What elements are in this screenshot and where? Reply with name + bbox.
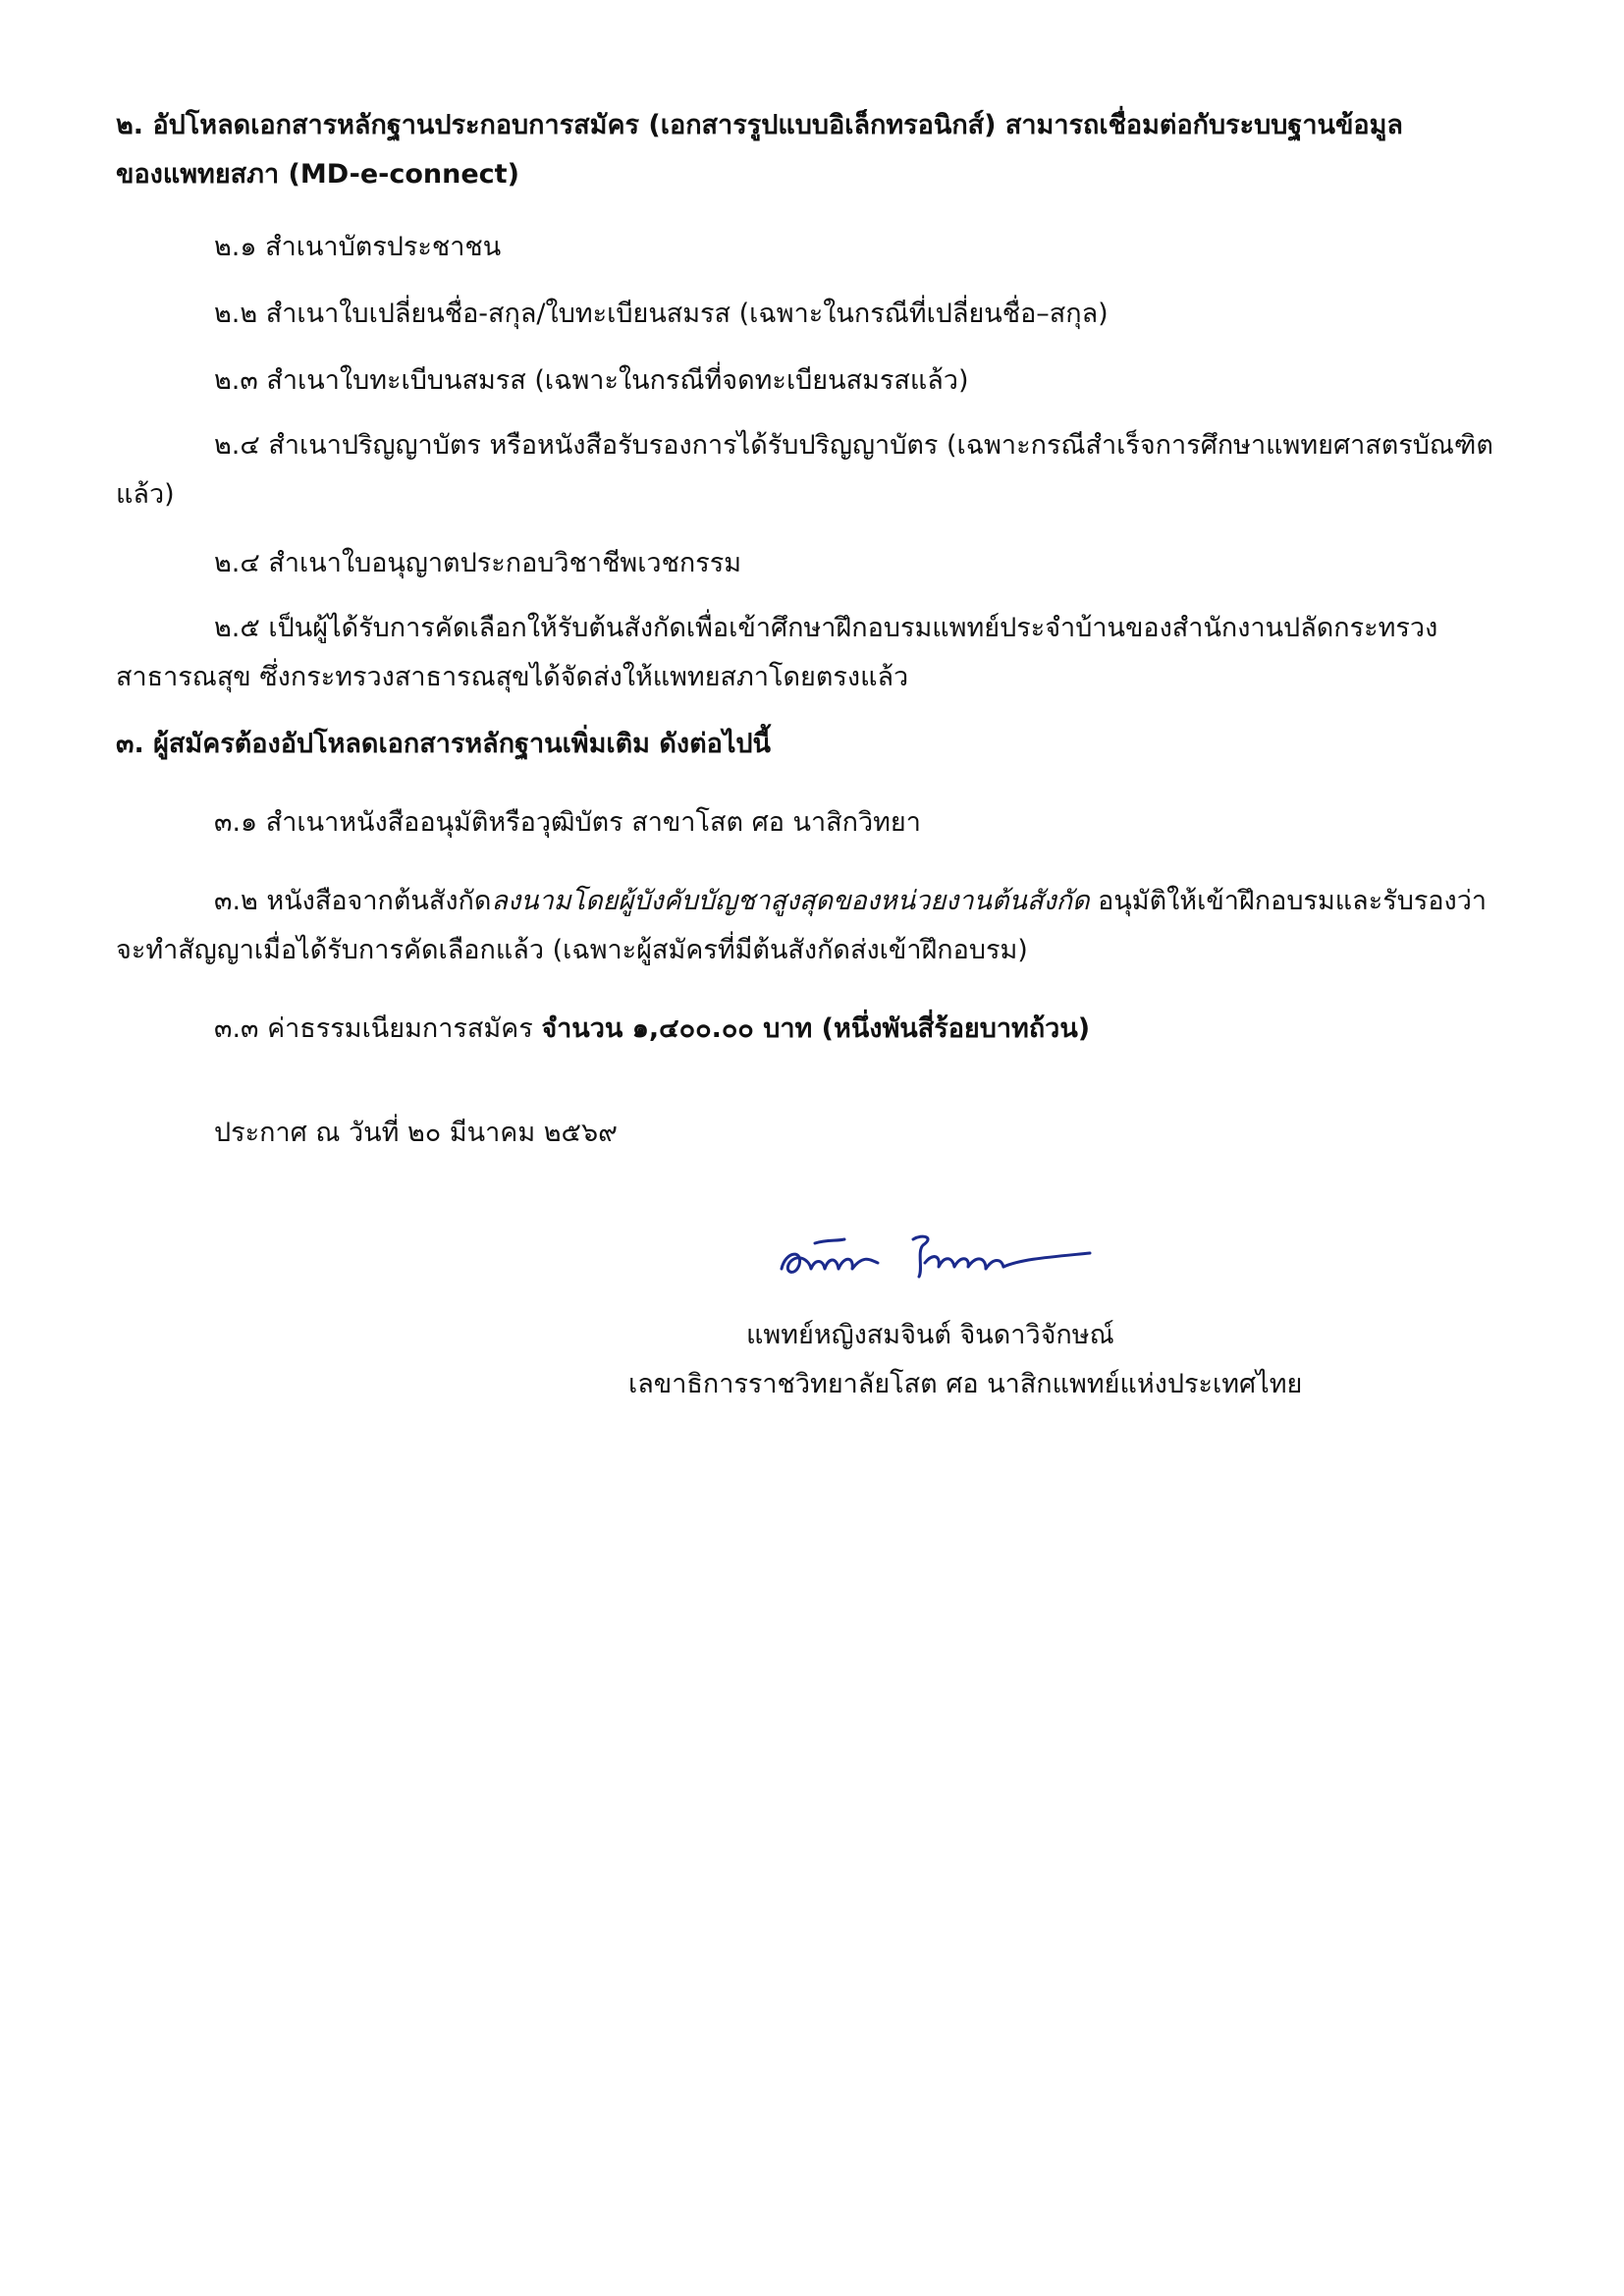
section2-item-4-line2: แล้ว) [116, 479, 175, 510]
section2-item-2: ๒.๒ สำเนาใบเปลี่ยนชื่อ-สกุล/ใบทะเบียนสมรส (เฉพาะในกรณีที่เปลี่ยนชื่อ–สกุล) [214, 299, 1109, 329]
section2-heading-line2: ของแพทยสภา (MD-e-connect) [116, 159, 519, 190]
section3-item-2-italic: ลงนามโดยผู้บังคับบัญชาสูงสุดของหน่วยงานต้นสังกัด [491, 886, 1090, 916]
section2-item-4b: ๒.๔ สำเนาใบอนุญาตประกอบวิชาชีพเวชกรรม [214, 548, 742, 578]
section2-heading-line1: ๒. อัปโหลดเอกสารหลักฐานประกอบการสมัคร (เอกสารรูปแบบอิเล็กทรอนิกส์) สามารถเชื่อมต่อกับระบบฐานข้อมูล [116, 110, 1403, 140]
section3-item-1: ๓.๑ สำเนาหนังสืออนุมัติหรือวุฒิบัตร สาขาโสต ศอ นาสิกวิทยา [214, 807, 921, 838]
section2-item-5-line2: สาธารณสุข ซึ่งกระทรวงสาธารณสุขได้จัดส่งให้แพทยสภาโดยตรงแล้ว [116, 662, 909, 692]
signature-image [776, 1230, 1110, 1298]
section2-item-5-line1: ๒.๕ เป็นผู้ได้รับการคัดเลือกให้รับต้นสังกัดเพื่อเข้าศึกษาฝึกอบรมแพทย์ประจำบ้านของสำนักงานปลัดกระทรวง [214, 613, 1438, 643]
section3-item-2-prefix: ๓.๒ หนังสือจากต้นสังกัด [214, 886, 492, 916]
section3-item-3-prefix: ๓.๓ ค่าธรรมเนียมการสมัคร [214, 1013, 542, 1044]
section3-item-3 [214, 1011, 1090, 1047]
signatory-position: เลขาธิการราชวิทยาลัยโสต ศอ นาสิกแพทย์แห่งประเทศไทย [628, 1369, 1303, 1399]
section3-item-2-suffix: อนุมัติให้เข้าฝึกอบรมและรับรองว่า [1089, 886, 1488, 916]
section3-item-2-line1 [214, 884, 1487, 919]
announcement-date: ประกาศ ณ วันที่ ๒๐ มีนาคม ๒๕๖๙ [214, 1118, 618, 1148]
signatory-name: แพทย์หญิงสมจินต์ จินดาวิจักษณ์ [746, 1320, 1114, 1350]
section3-item-2-line2: จะทำสัญญาเมื่อได้รับการคัดเลือกแล้ว (เฉพาะผู้สมัครที่มีต้นสังกัดส่งเข้าฝึกอบรม) [116, 935, 1028, 965]
section2-item-4-line1: ๒.๔ สำเนาปริญญาบัตร หรือหนังสือรับรองการได้รับปริญญาบัตร (เฉพาะกรณีสำเร็จการศึกษาแพทยศาสตรบัณฑิต [214, 430, 1493, 461]
section3-item-3-amount: จำนวน ๑,๔๐๐.๐๐ บาท (หนึ่งพันสี่ร้อยบาทถ้วน) [541, 1013, 1091, 1044]
section2-item-3: ๒.๓ สำเนาใบทะเบีบนสมรส (เฉพาะในกรณีที่จดทะเบียนสมรสแล้ว) [214, 365, 969, 396]
section2-item-1: ๒.๑ สำเนาบัตรประชาชน [214, 232, 502, 262]
section3-heading: ๓. ผู้สมัครต้องอัปโหลดเอกสารหลักฐานเพิ่มเติม ดังต่อไปนี้ [116, 729, 772, 759]
